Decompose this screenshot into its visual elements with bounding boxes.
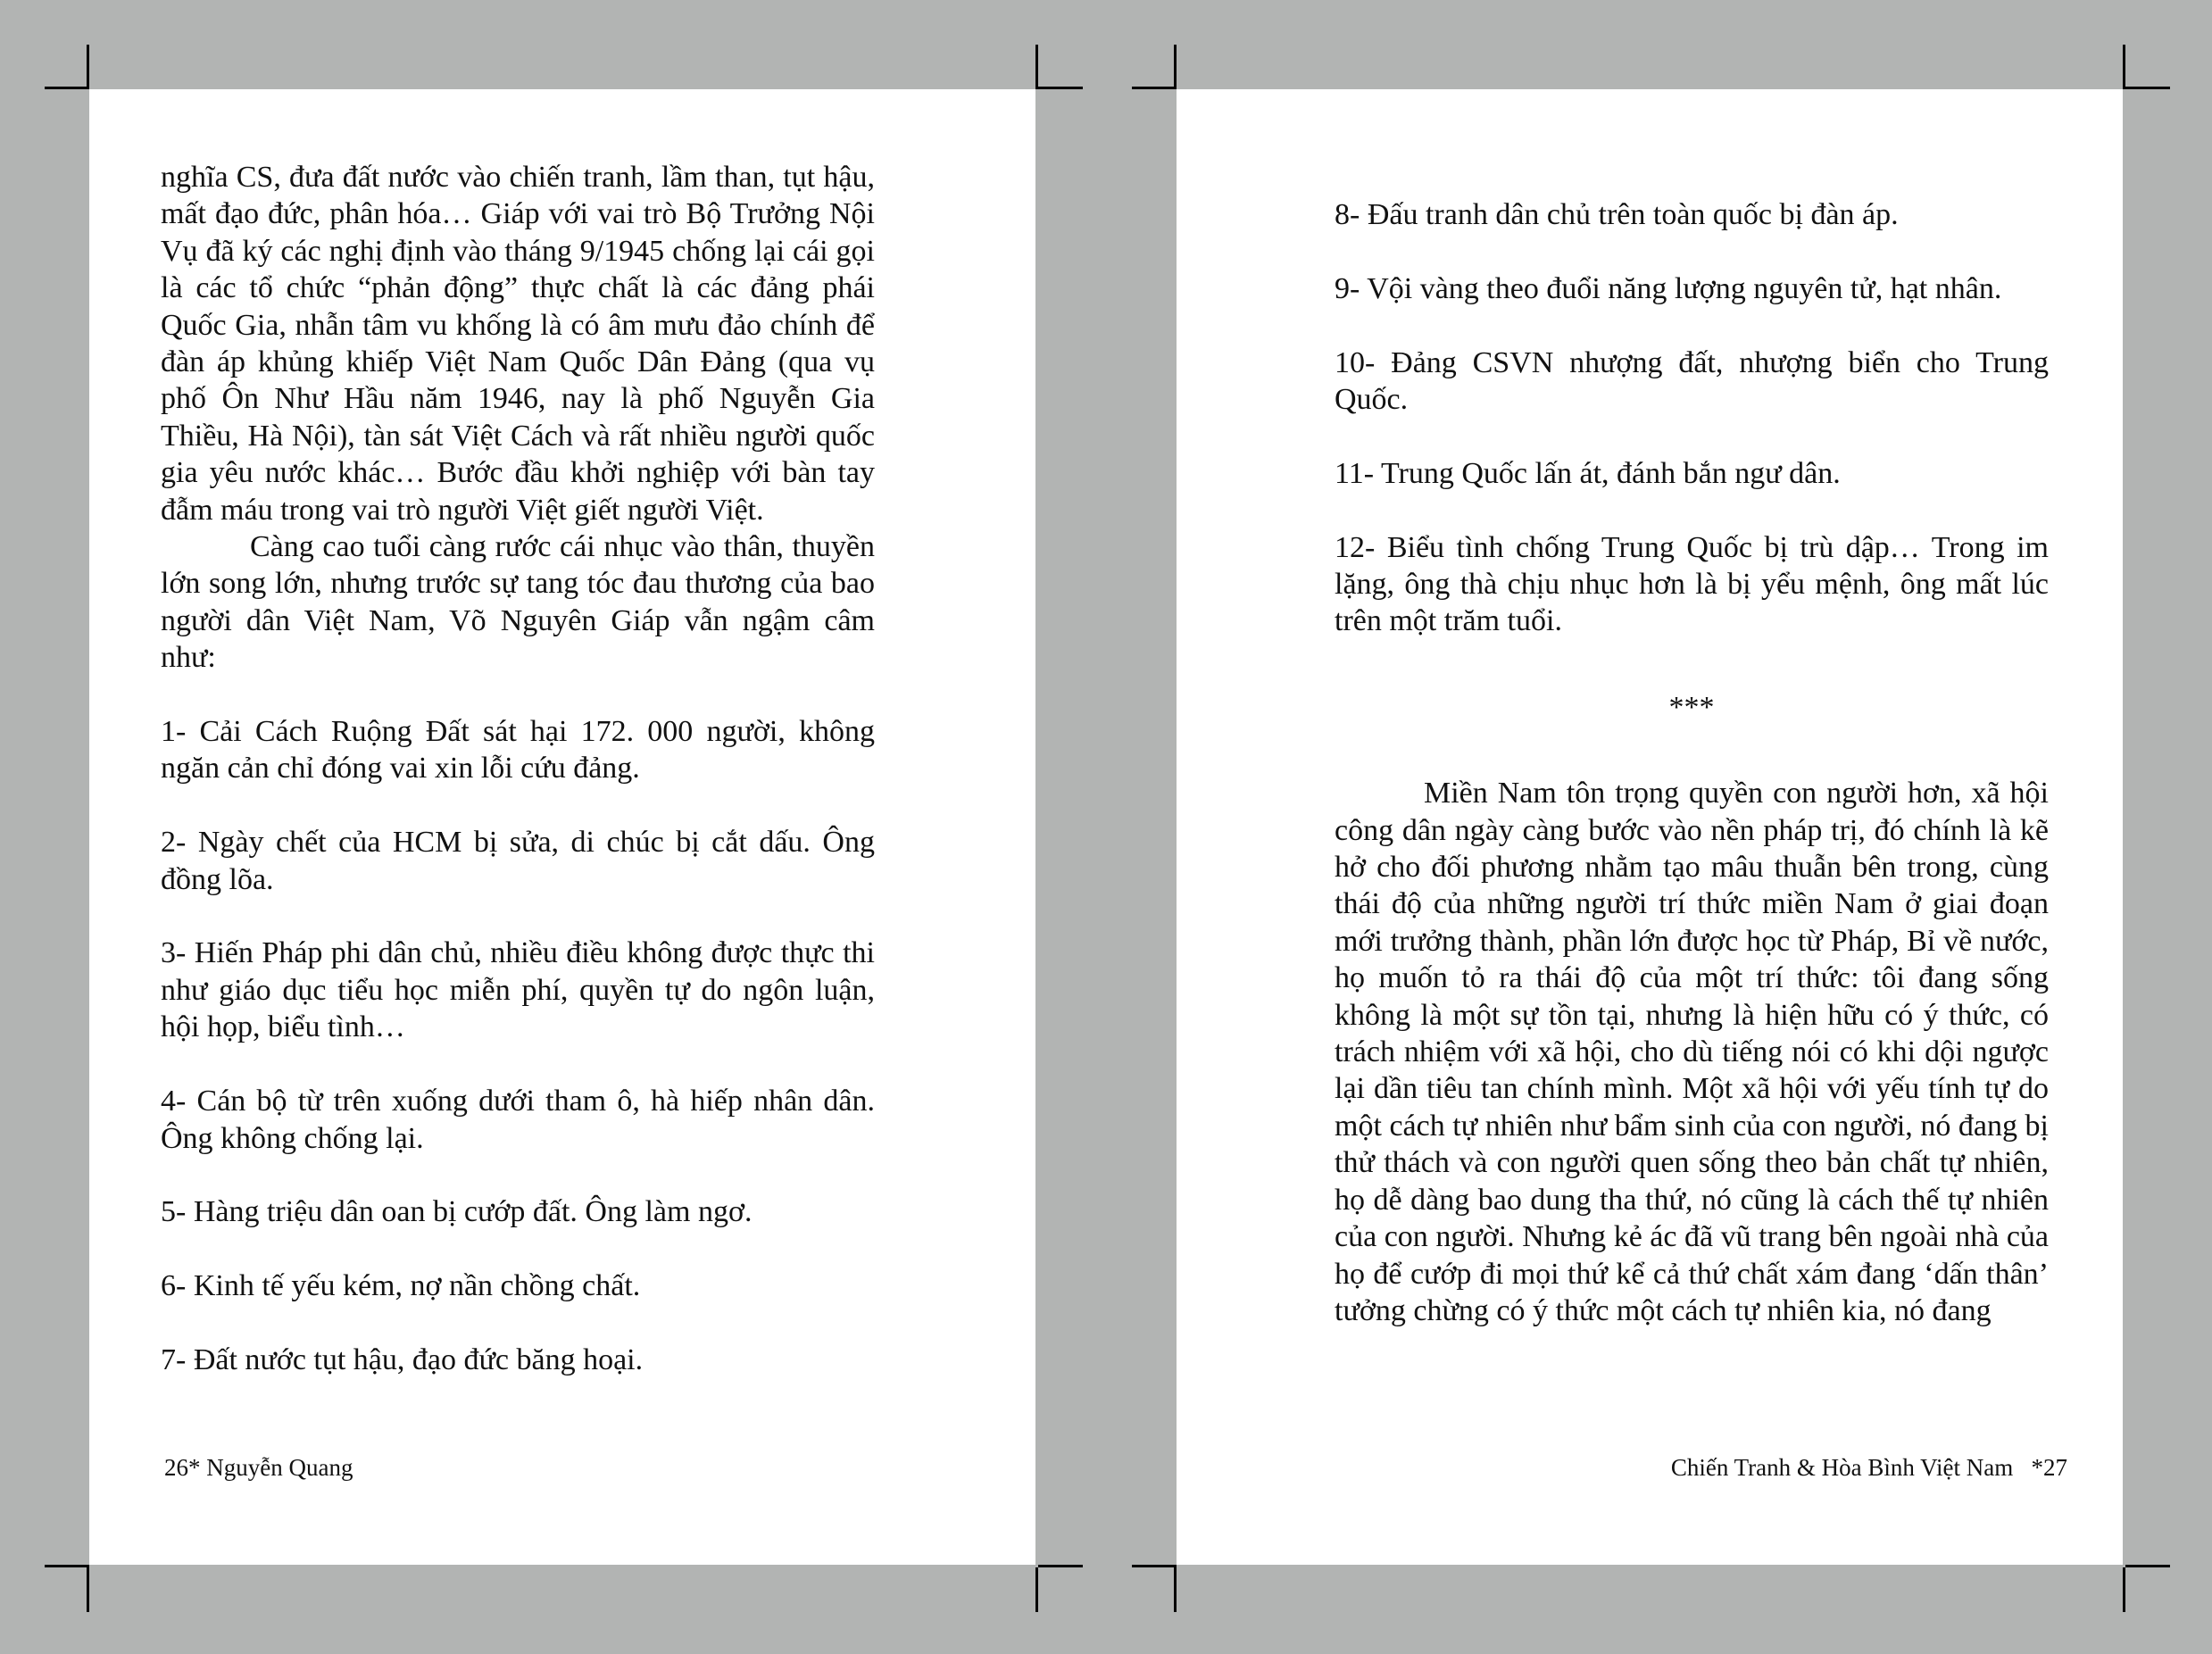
paragraph: nghĩa CS, đưa đất nước vào chiến tranh, lầm than, tụt hậu, mất đạo đức, phân hóa… Giáp với vai trò Bộ Trưởng Nội Vụ đã ký các nghị định vào tháng 9/1945 chống lại cái gọi là các tổ chức “phản động” thực chất là các đảng phái Quốc Gia, nhẫn tâm vu khống là có âm mưu đảo chính để đàn áp khủng khiếp Việt Nam Quốc Dân Đảng (qua vụ phố Ôn Như Hầu năm 1946, nay là phố Nguyễn Gia Thiều, Hà Nội), tàn sát Việt Cách và rất nhiều người quốc gia yêu nước khác… Bước đầu khởi nghiệp với bàn tay đẫm máu trong vai trò người Việt giết người Việt. xyxy=(161,161,875,527)
right-page-body xyxy=(1335,196,2049,1329)
page-footer-right: Chiến Tranh & Hòa Bình Việt Nam *27 xyxy=(1670,1454,2067,1481)
left-page xyxy=(89,89,1035,1565)
list-item: 10- Đảng CSVN nhượng đất, nhượng biển cho Trung Quốc. xyxy=(1335,345,2049,416)
list-item: 8- Đấu tranh dân chủ trên toàn quốc bị đàn áp. xyxy=(1335,198,1899,231)
list-item: 7- Đất nước tụt hậu, đạo đức băng hoại. xyxy=(161,1342,644,1376)
paragraph: Càng cao tuổi càng rước cái nhục vào thân, thuyền lớn song lớn, nhưng trước sự tang tóc đau thương của bao người dân Việt Nam, Võ Nguyên Giáp vẫn ngậm câm như: xyxy=(161,530,875,675)
list-item: 5- Hàng triệu dân oan bị cướp đất. Ông làm ngơ. xyxy=(161,1195,753,1229)
list-item: 1- Cải Cách Ruộng Đất sát hại 172. 000 người, không ngăn cản chỉ đóng vai xin lỗi cứu đảng. xyxy=(161,715,875,785)
list-item: 11- Trung Quốc lấn át, đánh bắn ngư dân. xyxy=(1335,456,1841,490)
paragraph: Miền Nam tôn trọng quyền con người hơn, xã hội công dân ngày càng bước vào nền pháp trị, đó chính là kẽ hở cho đối phương nhằm tạo mâu thuẫn bên trong, cùng thái độ của những người trí thức miền Nam ở giai đoạn mới trưởng thành, phần lớn được học từ Pháp, Bỉ về nước, họ muốn tỏ ra thái độ của một trí thức: tôi đang sống không là một sự tồn tại, nhưng là hiện hữu có ý thức, có trách nhiệm với xã hội, cho dù tiếng nói có khi dội ngược lại dần tiêu tan chính mình. Một xã hội với yếu tính tự do một cách tự nhiên như bẩm sinh của con người, nó đang bị thử thách và con người quen sống theo bản chất tự nhiên, họ dễ dàng bao dung tha thứ, nó cũng là cách thế tự nhiên của con người. Nhưng kẻ ác đã vũ trang bên ngoài nhà của họ để cướp đi mọi thứ kể cả thứ chất xám đang ‘dấn thân’ tưởng chừng có ý thức một cách tự nhiên kia, nó đang xyxy=(1335,777,2049,1327)
list-item: 6- Kinh tế yếu kém, nợ nần chồng chất. xyxy=(161,1269,641,1303)
page-footer-left: 26* Nguyễn Quang xyxy=(164,1454,353,1481)
list-item: 3- Hiến Pháp phi dân chủ, nhiều điều không được thực thi như giáo dục tiểu học miễn phí, quyền tự do ngôn luận, hội họp, biểu tình… xyxy=(161,936,875,1044)
list-item: 9- Vội vàng theo đuổi năng lượng nguyên tử, hạt nhân. xyxy=(1335,271,2002,305)
list-item: 2- Ngày chết của HCM bị sửa, di chúc bị cắt dấu. Ông đồng lõa. xyxy=(161,826,875,896)
right-page xyxy=(1177,89,2123,1565)
section-separator: *** xyxy=(1668,690,1715,724)
list-item: 12- Biểu tình chống Trung Quốc bị trù dập… Trong im lặng, ông thà chịu nhục hơn là bị yểu mệnh, ông mất lúc trên một trăm tuổi. xyxy=(1335,530,2049,638)
left-page-body xyxy=(161,159,875,1378)
list-item: 4- Cán bộ từ trên xuống dưới tham ô, hà hiếp nhân dân. Ông không chống lại. xyxy=(161,1085,875,1155)
